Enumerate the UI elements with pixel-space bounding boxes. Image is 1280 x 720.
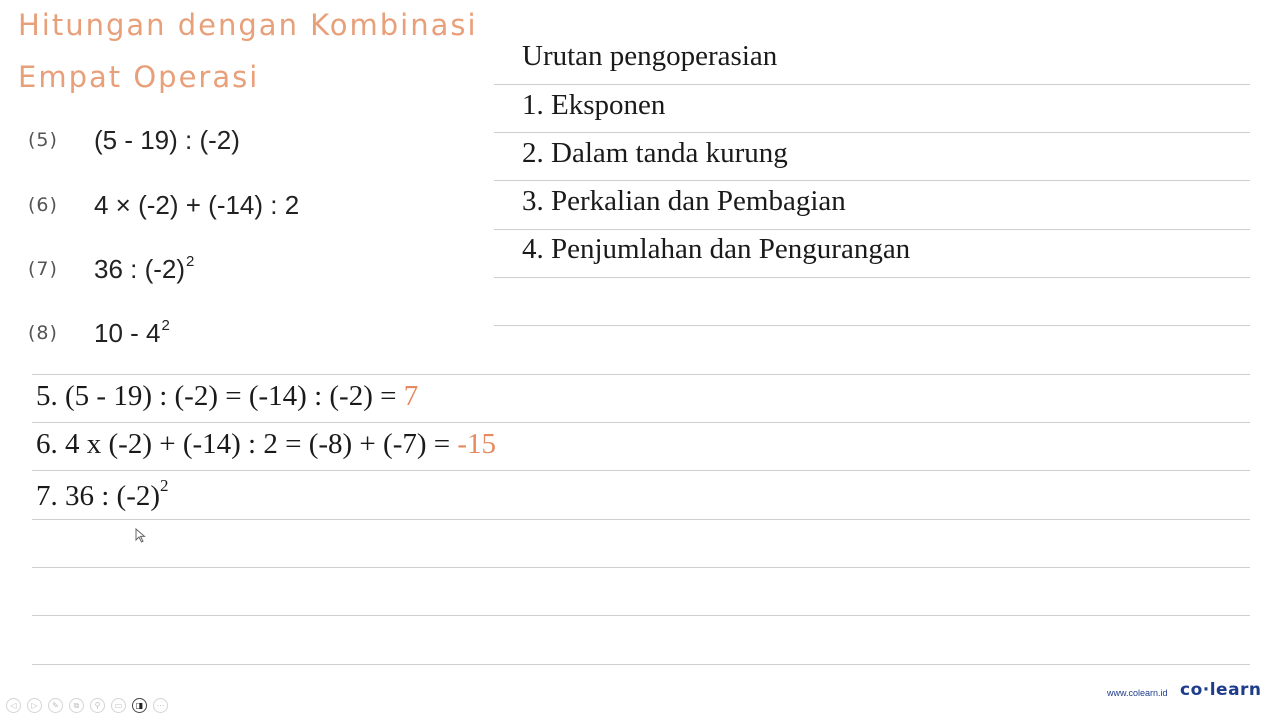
solution-line-6: 6. 4 x (-2) + (-14) : 2 = (-8) + (-7) = -15 bbox=[36, 428, 497, 460]
brand-logo: co·learn bbox=[1180, 680, 1262, 700]
camera-icon[interactable]: ◨ bbox=[132, 698, 147, 713]
order-item: 4. Penjumlahan dan Pengurangan bbox=[522, 233, 911, 265]
problem-expression: $10 - 4^2$ bbox=[94, 317, 170, 348]
divider bbox=[32, 470, 1250, 471]
solution-answer: 7 bbox=[403, 380, 419, 412]
problem-item bbox=[28, 187, 300, 223]
problem-item bbox=[28, 122, 241, 158]
problem-number: (6) bbox=[28, 194, 58, 216]
divider bbox=[32, 615, 1250, 616]
divider bbox=[32, 664, 1250, 665]
player-toolbar bbox=[6, 698, 168, 713]
solution-line-7: 7. 36 : $(-2)^2$ bbox=[36, 476, 169, 512]
page-title-line-1: Hitungan dengan Kombinasi bbox=[18, 8, 478, 42]
problem-number: (5) bbox=[28, 129, 58, 151]
divider bbox=[32, 422, 1250, 423]
brand-url[interactable]: www.colearn.id bbox=[1107, 688, 1168, 698]
divider bbox=[494, 84, 1250, 85]
order-item: 2. Dalam tanda kurung bbox=[522, 137, 788, 169]
screen-icon[interactable]: ▭ bbox=[111, 698, 126, 713]
page-title-line-2: Empat Operasi bbox=[18, 60, 260, 94]
problem-expression: (5 - 19) : (-2) bbox=[94, 125, 240, 155]
order-heading: Urutan pengoperasian bbox=[522, 40, 778, 72]
order-item: 1. Eksponen bbox=[522, 89, 666, 121]
divider bbox=[32, 519, 1250, 520]
divider bbox=[494, 180, 1250, 181]
problem-item bbox=[28, 251, 194, 287]
order-item: 3. Perkalian dan Pembagian bbox=[522, 185, 846, 217]
more-icon[interactable]: ⋯ bbox=[153, 698, 168, 713]
divider bbox=[494, 132, 1250, 133]
solution-line-5: 5. (5 - 19) : (-2) = (-14) : (-2) = 7 bbox=[36, 380, 419, 412]
problem-number: (8) bbox=[28, 322, 58, 344]
prev-icon[interactable]: ◁ bbox=[6, 698, 21, 713]
problem-expression: 36 : $(-2)^2$ bbox=[94, 253, 195, 284]
zoom-icon[interactable]: ⚲ bbox=[90, 698, 105, 713]
divider bbox=[32, 567, 1250, 568]
problem-expression: 4 × (-2) + (-14) : 2 bbox=[94, 190, 300, 220]
divider bbox=[494, 229, 1250, 230]
solution-answer: -15 bbox=[457, 428, 497, 460]
problem-item bbox=[28, 315, 170, 351]
play-icon[interactable]: ▷ bbox=[27, 698, 42, 713]
divider bbox=[494, 325, 1250, 326]
copy-icon[interactable]: ⧉ bbox=[69, 698, 84, 713]
problem-number: (7) bbox=[28, 258, 58, 280]
mouse-cursor-icon bbox=[135, 528, 147, 544]
divider bbox=[32, 374, 1250, 375]
divider bbox=[494, 277, 1250, 278]
pen-icon[interactable]: ✎ bbox=[48, 698, 63, 713]
